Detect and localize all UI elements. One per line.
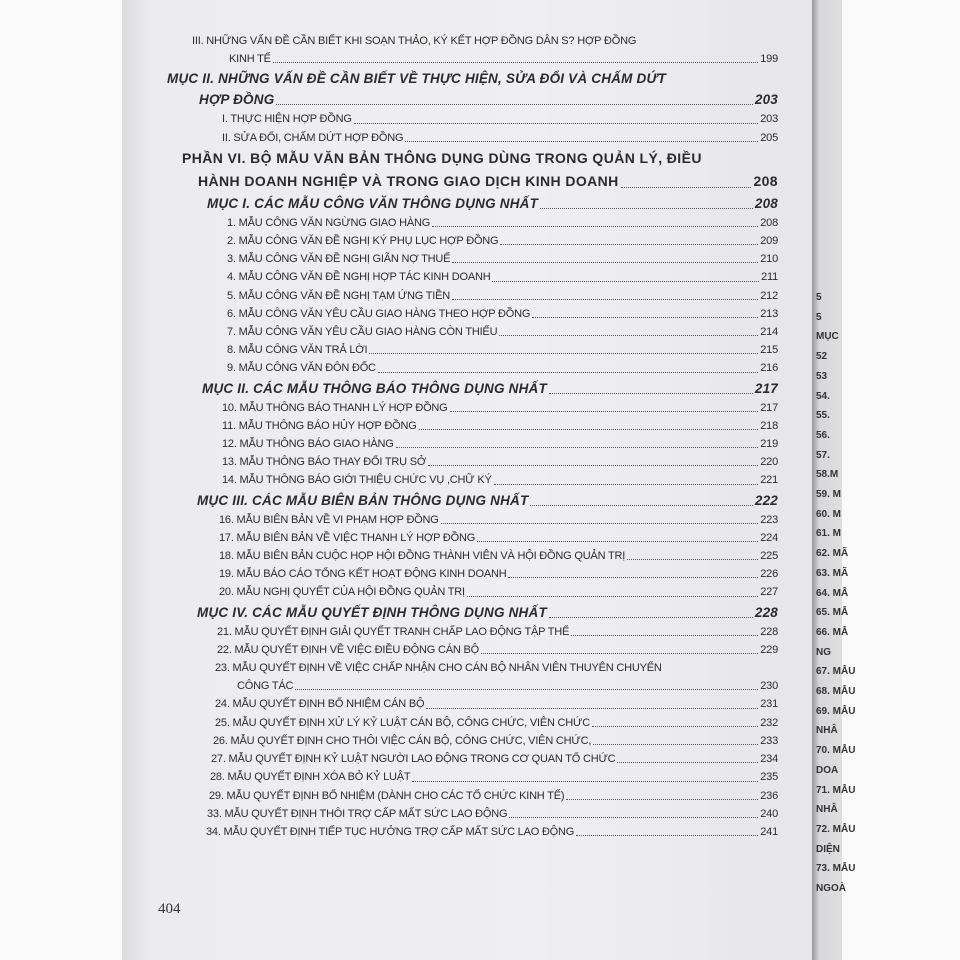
toc-entry-text: HÀNH DOANH NGHIỆP VÀ TRONG GIAO DỊCH KINH DOANH: [198, 172, 619, 189]
table-of-contents: [167, 32, 778, 841]
toc-page-number: 208: [754, 195, 778, 211]
next-page-fragment: 61. M: [816, 528, 842, 540]
toc-entry: [227, 287, 778, 305]
toc-entry: [222, 399, 778, 417]
toc-page-number: 220: [760, 456, 778, 469]
toc-entry-text: 17. MẪU BIÊN BẢN VỀ VIỆC THANH LÝ HỢP ĐỒNG: [219, 531, 476, 544]
toc-page-number: 214: [760, 326, 778, 339]
dot-leader: [354, 123, 759, 124]
dot-leader: [477, 541, 758, 542]
next-page-fragment: 64. MẪ: [816, 587, 849, 599]
dot-leader: [441, 523, 759, 524]
toc-entry-text: MỤC IV. CÁC MẪU QUYẾT ĐỊNH THÔNG DỤNG NHẤT: [197, 604, 547, 620]
toc-entry: [207, 805, 778, 823]
toc-entry-text: 27. MẪU QUYẾT ĐỊNH KỶ LUẬT NGƯỜI LAO ĐỘNG TRONG CƠ QUAN TỔ CHỨC: [211, 753, 616, 766]
toc-entry: [222, 471, 778, 489]
toc-entry-text: 8. MẪU CÔNG VĂN TRẢ LỜI: [227, 344, 368, 357]
dot-leader: [571, 635, 758, 636]
toc-page-number: 221: [760, 474, 778, 487]
next-page-fragment: 60. M: [816, 508, 842, 520]
next-page-fragment: 67. MẪU: [816, 666, 856, 678]
toc-entry-text: 7. MẪU CÔNG VĂN YÊU CẦU GIAO HÀNG CÒN THIẾU: [227, 326, 498, 339]
toc-entry-text: I. THỰC HIỆN HỢP ĐỒNG: [222, 113, 352, 126]
book-page: [122, 0, 812, 960]
next-page-fragment: 71. MẪU: [816, 784, 856, 796]
toc-page-number: 235: [760, 771, 778, 784]
toc-entry: [227, 214, 778, 232]
toc-page-number: 241: [760, 825, 778, 838]
toc-page-number: 203: [760, 113, 778, 126]
dot-leader: [593, 744, 758, 745]
toc-entry-text: 9. MẪU CÔNG VĂN ĐÔN ĐỐC: [227, 362, 376, 375]
toc-entry: [206, 823, 778, 841]
toc-page-number: 229: [760, 643, 778, 656]
toc-heading: [207, 193, 778, 214]
dot-leader: [369, 353, 758, 354]
next-page-fragment: 70. MẪU: [816, 745, 856, 757]
toc-page-number: 203: [754, 92, 778, 108]
toc-entry-text: 1. MẪU CÔNG VĂN NGỪNG GIAO HÀNG: [227, 216, 431, 229]
toc-page-number: 224: [760, 531, 778, 544]
toc-entry-text: 16. MẪU BIÊN BẢN VỀ VI PHẠM HỢP ĐỒNG: [219, 513, 439, 526]
next-page-fragment: 62. MÃ: [816, 548, 849, 560]
toc-entry-text: 21. MẪU QUYẾT ĐỊNH GIẢI QUYẾT TRANH CHẤP LAO ĐỘNG TẬP THỂ: [217, 625, 570, 638]
toc-entry: [219, 583, 778, 601]
next-page-fragment: 72. MẪU: [816, 823, 856, 835]
dot-leader: [452, 262, 758, 263]
next-page-fragment: 52: [816, 351, 828, 363]
toc-entry-text: 23. MẪU QUYẾT ĐỊNH VỀ VIỆC CHẤP NHẬN CHO CÁN BỘ NHÂN VIÊN THUYÊN CHUYỂN: [215, 662, 662, 675]
toc-entry-text: MỤC III. CÁC MẪU BIÊN BẢN THÔNG DỤNG NHẤT: [197, 492, 529, 508]
toc-entry-text: MỤC II. NHỮNG VẤN ĐỀ CẦN BIẾT VỀ THỰC HIỆN, SỬA ĐỔI VÀ CHẤM DỨT: [167, 71, 667, 87]
toc-entry-text: 12. MẪU THÔNG BÁO GIAO HÀNG: [222, 438, 394, 451]
dot-leader: [566, 799, 758, 800]
toc-entry-line1: [215, 659, 778, 677]
dot-leader: [432, 226, 758, 227]
dot-leader: [530, 505, 752, 506]
dot-leader: [295, 689, 758, 690]
dot-leader: [499, 335, 758, 336]
dot-leader: [396, 447, 759, 448]
next-page-fragment: MỤC: [816, 331, 839, 343]
toc-entry: [227, 341, 778, 359]
toc-page-number: 236: [760, 789, 778, 802]
toc-page-number: 240: [760, 807, 778, 820]
toc-entry-text: 19. MẪU BÁO CÁO TỔNG KẾT HOẠT ĐỘNG KINH DOANH: [219, 568, 507, 581]
toc-page-number: 215: [760, 344, 778, 357]
toc-heading: [202, 378, 778, 399]
toc-entry: [219, 511, 778, 529]
toc-entry-text: 10. MẪU THÔNG BÁO THANH LÝ HỢP ĐỒNG: [222, 401, 448, 414]
toc-page-number: 211: [761, 271, 778, 284]
toc-page-number: 213: [760, 307, 778, 320]
toc-entry-text: 13. MẪU THÔNG BÁO THAY ĐỔI TRỤ SỞ: [222, 456, 427, 469]
dot-leader: [412, 781, 758, 782]
toc-page-number: 225: [760, 550, 778, 563]
toc-entry: [227, 268, 778, 286]
dot-leader: [405, 141, 758, 142]
toc-entry-text: 14. MẪU THÔNG BÁO GIỚI THIỆU CHỨC VỤ ,CHỮ KÝ: [222, 474, 492, 487]
toc-entry: [213, 732, 778, 750]
toc-entry: [227, 359, 778, 377]
toc-entry-text: 22. MẪU QUYẾT ĐỊNH VỀ VIỆC ĐIỀU ĐỘNG CÁN BỘ: [217, 643, 479, 656]
toc-page-number: 212: [760, 289, 778, 302]
next-page-fragment: 73. MẪU: [816, 863, 856, 875]
toc-entry-text: 20. MẪU NGHỊ QUYẾT CỦA HỘI ĐỒNG QUẢN TRỊ: [219, 586, 465, 599]
next-page-fragment: 54.: [816, 390, 830, 402]
toc-entry-text: 33. MẪU QUYẾT ĐỊNH THÔI TRỢ CẤP MẤT SỨC LAO ĐỘNG: [207, 807, 508, 820]
dot-leader: [592, 726, 758, 727]
dot-leader: [549, 617, 753, 618]
toc-entry: [210, 768, 778, 786]
dot-leader: [576, 835, 758, 836]
dot-leader: [426, 708, 758, 709]
toc-entry: [227, 323, 778, 341]
next-page-fragment: 65. MẪ: [816, 607, 849, 619]
toc-page-number: 228: [760, 625, 778, 638]
dot-leader: [378, 372, 758, 373]
next-page-fragment: 68. MẪU: [816, 686, 856, 698]
toc-page-number: 219: [760, 438, 778, 451]
toc-entry-line1: [182, 147, 778, 170]
toc-entry: [222, 129, 778, 147]
toc-entry: [229, 50, 778, 68]
next-page-edge: [812, 0, 856, 960]
dot-leader: [481, 653, 758, 654]
toc-entry: [222, 453, 778, 471]
toc-page-number: 210: [760, 253, 778, 266]
toc-entry: [222, 417, 778, 435]
toc-page-number: 217: [760, 401, 778, 414]
toc-entry-text: MỤC II. CÁC MẪU THÔNG BÁO THÔNG DỤNG NHẤT: [202, 380, 547, 396]
toc-page-number: 223: [760, 513, 778, 526]
dot-leader: [419, 429, 759, 430]
toc-entry: [222, 110, 778, 128]
toc-page-number: 208: [760, 216, 778, 229]
toc-entry-line1: [192, 32, 778, 50]
dot-leader: [549, 393, 753, 394]
toc-entry: [227, 250, 778, 268]
toc-entry-text: 2. MẪU CÔNG VĂN ĐỀ NGHỊ KÝ PHỤ LỤC HỢP ĐỒNG: [227, 235, 499, 248]
toc-entry: [219, 529, 778, 547]
toc-heading: [198, 170, 778, 193]
toc-entry-text: 25. MẪU QUYẾT ĐỊNH XỬ LÝ KỶ LUẬT CÁN BỘ, CÔNG CHỨC, VIÊN CHỨC: [215, 716, 590, 729]
next-page-fragment: 55.: [816, 410, 830, 422]
next-page-fragment: 57.: [816, 449, 830, 461]
toc-entry-text: 26. MẪU QUYẾT ĐỊNH CHO THÔI VIỆC CÁN BỘ, CÔNG CHỨC, VIÊN CHỨC,: [213, 734, 592, 747]
toc-page-number: 205: [760, 131, 778, 144]
toc-entry-text: 18. MẪU BIÊN BẢN CUỘC HỌP HỘI ĐỒNG THÀNH VIÊN VÀ HỘI ĐỒNG QUẢN TRỊ: [219, 550, 626, 563]
toc-entry-text: 4. MẪU CÔNG VĂN ĐỀ NGHỊ HỢP TÁC KINH DOANH: [227, 271, 491, 284]
toc-entry-text: 6. MẪU CÔNG VĂN YÊU CẦU GIAO HÀNG THEO HỢP ĐỒNG: [227, 307, 531, 320]
toc-entry: [227, 232, 778, 250]
next-page-fragment: 56.: [816, 429, 830, 441]
dot-leader: [276, 104, 752, 105]
toc-page-number: 234: [760, 753, 778, 766]
dot-leader: [452, 299, 758, 300]
toc-entry-text: 29. MẪU QUYẾT ĐỊNH BỔ NHIỆM (DÀNH CHO CÁC TỔ CHỨC KINH TẾ): [209, 789, 565, 802]
toc-page-number: 216: [760, 362, 778, 375]
toc-page-number: 217: [754, 380, 778, 396]
dot-leader: [500, 244, 758, 245]
toc-entry-text: CÔNG TÁC: [237, 680, 294, 693]
toc-entry-text: 28. MẪU QUYẾT ĐỊNH XÓA BỎ KỶ LUẬT: [210, 771, 411, 784]
next-page-fragment: 69. MẪU: [816, 705, 856, 717]
toc-entry: [219, 547, 778, 565]
next-page-fragment: DIỆN: [816, 843, 840, 855]
toc-entry-text: PHẦN VI. BỘ MẪU VĂN BẢN THÔNG DỤNG DÙNG TRONG QUẢN LÝ, ĐIỀU: [182, 149, 702, 166]
toc-page-number: 228: [754, 604, 778, 620]
dot-leader: [450, 411, 759, 412]
toc-entry: [227, 305, 778, 323]
toc-entry-text: KINH TẾ: [229, 53, 271, 66]
next-page-fragments: [816, 288, 855, 899]
next-page-fragment: NHÂ: [816, 725, 838, 737]
toc-entry: [215, 695, 778, 713]
next-page-fragment: 5: [816, 292, 822, 303]
toc-entry-text: 5. MẪU CÔNG VĂN ĐỀ NGHỊ TẠM ỨNG TIỀN: [227, 289, 451, 302]
toc-page-number: 222: [754, 492, 778, 508]
toc-entry-text: HỢP ĐỒNG: [199, 92, 275, 108]
toc-entry-text: 11. MẪU THÔNG BÁO HỦY HỢP ĐỒNG: [222, 419, 417, 432]
toc-page-number: 233: [760, 734, 778, 747]
dot-leader: [621, 187, 752, 188]
dot-leader: [494, 484, 759, 485]
toc-entry: [222, 435, 778, 453]
next-page-fragment: NHÂ: [816, 804, 838, 816]
toc-entry-text: III. NHỮNG VẤN ĐỀ CẦN BIẾT KHI SOẠN THẢO, KÝ KẾT HỢP ĐỒNG DÂN S? HỢP ĐỒNG: [192, 35, 637, 47]
toc-page-number: 209: [760, 235, 778, 248]
toc-entry-text: 3. MẪU CÔNG VĂN ĐỀ NGHỊ GIÃN NỢ THUẾ: [227, 253, 451, 266]
toc-entry: [237, 677, 778, 695]
next-page-fragment: DOA: [816, 764, 839, 776]
dot-leader: [532, 317, 758, 318]
next-page-fragment: 66. MẪ: [816, 626, 849, 638]
toc-entry-text: MỤC I. CÁC MẪU CÔNG VĂN THÔNG DỤNG NHẤT: [207, 195, 539, 211]
toc-entry: [217, 623, 778, 641]
toc-entry: [217, 641, 778, 659]
toc-heading: [197, 490, 778, 511]
dot-leader: [492, 281, 759, 282]
toc-entry: [209, 787, 778, 805]
next-page-fragment: 63. MÃ: [816, 567, 849, 579]
dot-leader: [509, 817, 758, 818]
dot-leader: [467, 596, 758, 597]
toc-entry-line1: [167, 68, 778, 89]
toc-page-number: 208: [753, 172, 778, 189]
toc-page-number: 232: [760, 716, 778, 729]
next-page-fragment: NG: [816, 646, 831, 658]
toc-page-number: 218: [760, 419, 778, 432]
toc-page-number: 199: [760, 53, 778, 66]
toc-heading: [197, 602, 778, 623]
dot-leader: [540, 208, 753, 209]
toc-entry: [215, 714, 778, 732]
dot-leader: [273, 62, 758, 63]
next-page-fragment: 58.M: [816, 469, 839, 481]
toc-entry-text: 34. MẪU QUYẾT ĐỊNH TIẾP TỤC HƯỞNG TRỢ CẤP MẤT SỨC LAO ĐỘNG: [206, 825, 575, 838]
toc-entry-text: II. SỬA ĐỔI, CHẤM DỨT HỢP ĐỒNG: [222, 131, 404, 144]
page-number: 404: [158, 901, 181, 917]
toc-entry: [219, 565, 778, 583]
dot-leader: [617, 762, 758, 763]
toc-page-number: 230: [760, 680, 778, 693]
toc-page-number: 227: [760, 586, 778, 599]
next-page-fragment: 53: [816, 370, 828, 382]
toc-page-number: 226: [760, 568, 778, 581]
dot-leader: [428, 465, 758, 466]
toc-entry-text: 24. MẪU QUYẾT ĐỊNH BỔ NHIỆM CÁN BỘ: [215, 698, 425, 711]
dot-leader: [508, 577, 758, 578]
toc-entry: [211, 750, 778, 768]
next-page-fragment: NGOÀ: [816, 883, 846, 895]
toc-heading: [199, 89, 778, 110]
toc-page-number: 231: [760, 698, 778, 711]
next-page-fragment: 59. M: [816, 489, 842, 501]
dot-leader: [627, 559, 758, 560]
next-page-fragment: 5: [816, 311, 822, 323]
